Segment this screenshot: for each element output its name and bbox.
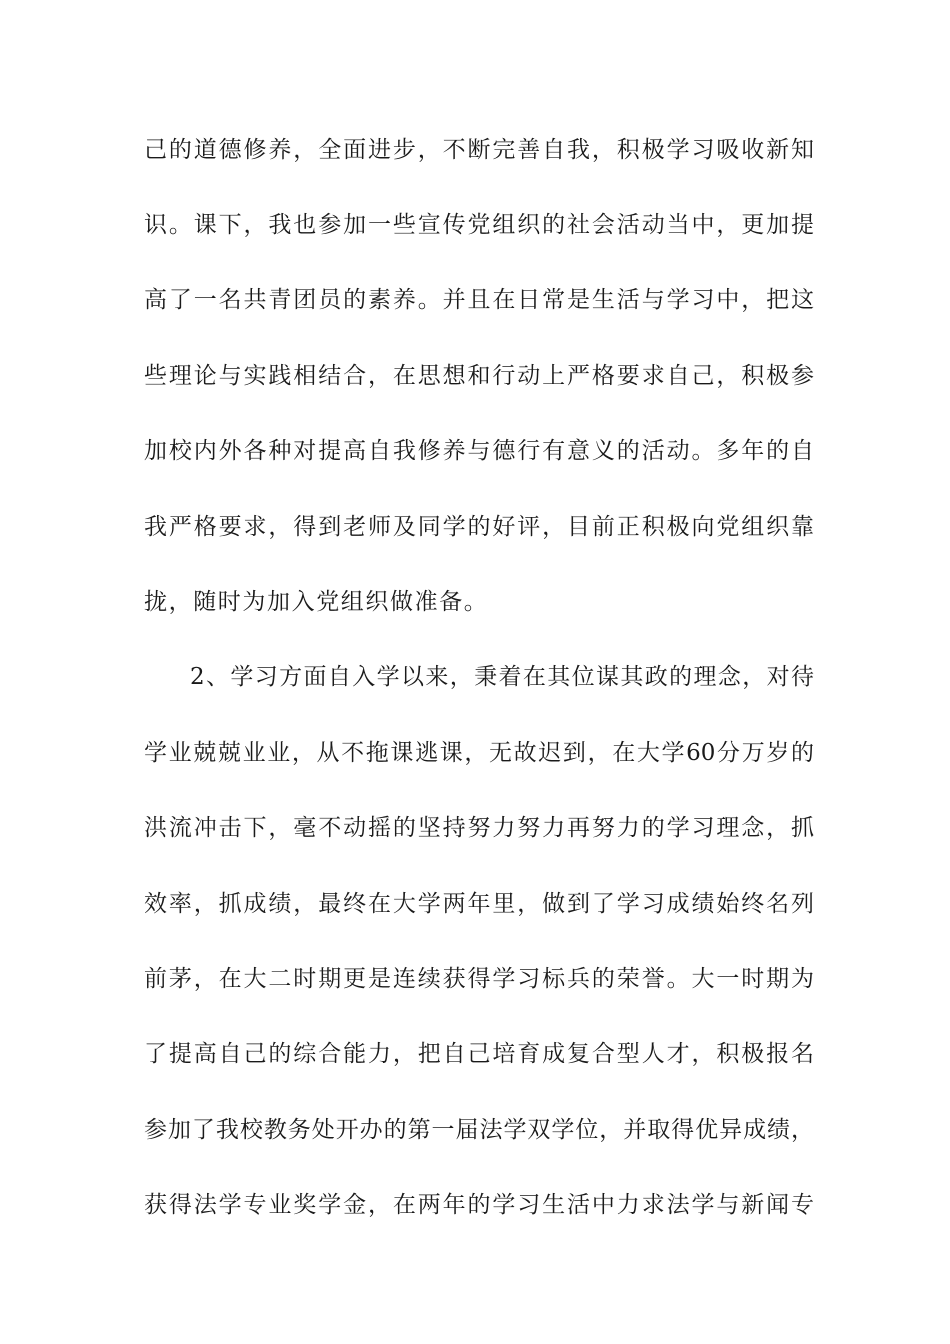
text-line: 获得法学专业奖学金，在两年的学习生活中力求法学与新闻专 (144, 1192, 814, 1218)
text-line: 参加了我校教务处开办的第一届法学双学位，并取得优异成绩， (144, 1117, 814, 1143)
text-line: 我严格要求，得到老师及同学的好评，目前正积极向党组织靠 (144, 514, 814, 540)
text-line: 学业兢兢业业，从不拖课逃课，无故迟到，在大学60分万岁的 (144, 740, 814, 766)
text-line: 效率，抓成绩，最终在大学两年里，做到了学习成绩始终名列 (144, 891, 814, 917)
text-line-paragraph-end: 拢，随时为加入党组织做准备。 (144, 589, 489, 615)
text-line: 洪流冲击下，毫不动摇的坚持努力努力再努力的学习理念，抓 (144, 815, 814, 841)
text-line: 高了一名共青团员的素养。并且在日常是生活与学习中，把这 (144, 287, 814, 313)
text-line: 了提高自己的综合能力，把自己培育成复合型人才，积极报名 (144, 1041, 814, 1067)
text-line-paragraph-start: 2、学习方面自入学以来，秉着在其位谋其政的理念，对待 (190, 664, 814, 690)
text-line: 识。课下，我也参加一些宣传党组织的社会活动当中，更加提 (144, 212, 814, 238)
text-line: 些理论与实践相结合，在思想和行动上严格要求自己，积极参 (144, 363, 814, 389)
text-line: 前茅，在大二时期更是连续获得学习标兵的荣誉。大一时期为 (144, 966, 814, 992)
text-line: 己的道德修养，全面进步，不断完善自我，积极学习吸收新知 (144, 137, 814, 163)
text-line: 加校内外各种对提高自我修养与德行有意义的活动。多年的自 (144, 438, 814, 464)
